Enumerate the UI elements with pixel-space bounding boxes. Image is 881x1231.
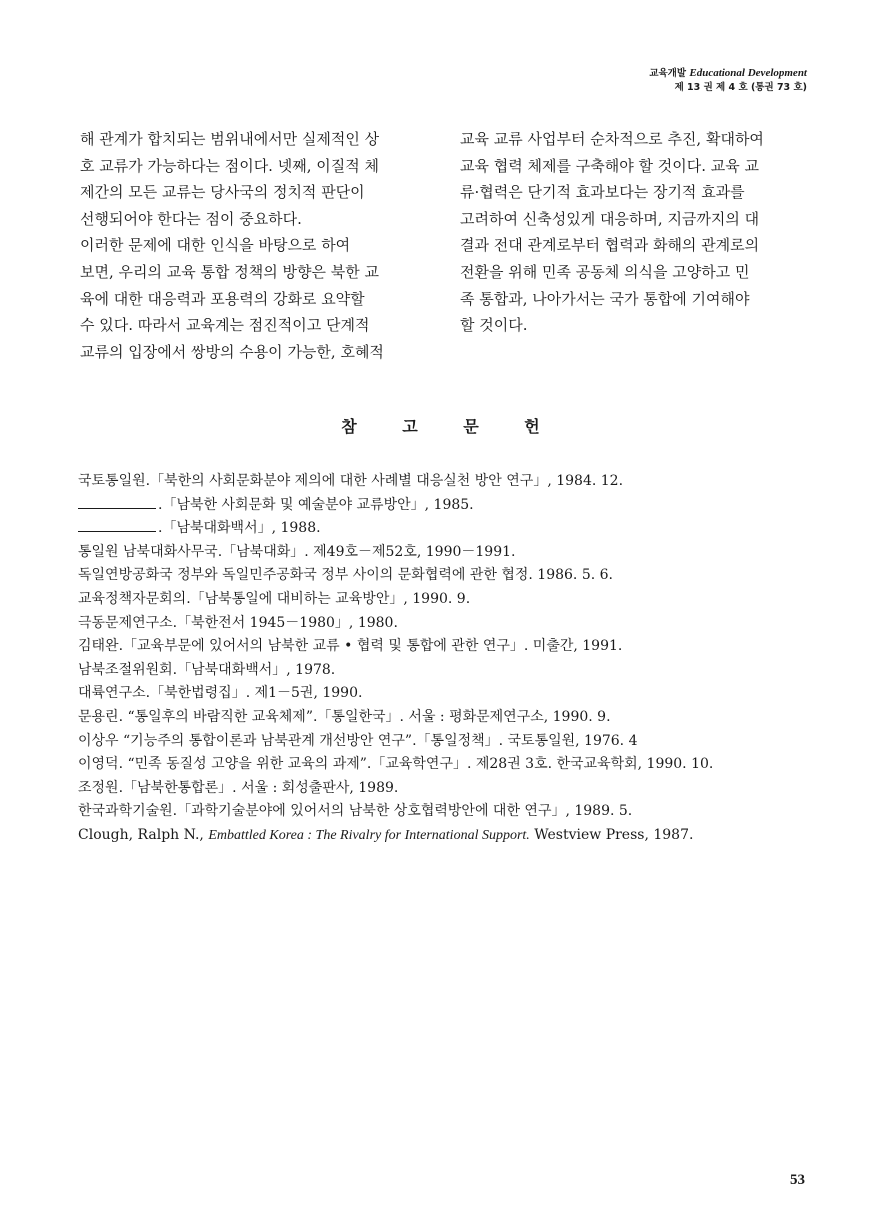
reference-text: 국토통일원.「북한의 사회문화분야 제의에 대한 사례별 대응실천 방안 연구」, 1984. 12. [78,473,624,489]
reference-text: 이상우 “기능주의 통합이론과 남북관계 개선방안 연구”.「통일정책」. 국토통일원, 1976. 4 [78,732,638,749]
journal-title-english: Educational Development [689,67,807,79]
body-line: 보면, 우리의 교육 통합 정책의 방향은 북한 교 [80,262,379,281]
reference-item [78,612,818,636]
running-header [649,66,807,95]
body-line: 교육 협력 체제를 구축해야 할 것이다. 교육 교 [460,156,759,175]
right-column [460,126,805,339]
page-number: 53 [790,1172,805,1188]
body-line: 교류의 입장에서 쌍방의 수용이 가능한, 호혜적 [80,342,384,361]
left-column [80,126,425,365]
reference-item [78,541,818,565]
reference-item-english [78,824,818,848]
journal-title [649,66,807,81]
reference-item [78,494,818,518]
reference-item [78,564,818,588]
reference-item [78,753,818,777]
reference-publisher: Westview Press, 1987. [529,826,694,843]
reference-book-title: Embattled Korea : The Rivalry for International Support. [208,827,530,843]
body-line: 전환을 위해 민족 공동체 의식을 고양하고 민 [460,262,750,281]
ditto-rule [78,498,156,509]
reference-item [78,706,818,730]
ditto-rule [78,521,156,532]
reference-text: 대륙연구소.「북한법령집」. 제1－5권, 1990. [78,685,363,702]
body-line: 이러한 문제에 대한 인식을 바탕으로 하여 [80,236,351,255]
reference-item [78,470,818,494]
reference-item [78,682,818,706]
reference-text: 김태완.「교육부문에 있어서의 남북한 교류 • 협력 및 통합에 관한 연구」. 미출간, 1991. [78,638,623,655]
body-line: 결과 전대 관계로부터 협력과 화해의 관계로의 [460,236,760,255]
reference-text: 남북조절위원회.「남북대화백서」, 1978. [78,661,336,678]
body-line: 수 있다. 따라서 교육계는 점진적이고 단계적 [80,316,370,335]
reference-item [78,800,818,824]
reference-item [78,635,818,659]
reference-text: 문용린. “통일후의 바람직한 교육체제”.「통일한국」. 서울 : 평화문제연구소, 1990. 9. [78,708,611,725]
reference-item [78,659,818,683]
reference-list [78,470,818,848]
reference-text: .「남북대화백서」, 1988. [158,520,321,537]
body-line: 교육 교류 사업부터 순차적으로 추진, 확대하여 [460,130,764,148]
body-line: 해 관계가 합치되는 범위내에서만 실제적인 상 [80,130,380,148]
reference-text: .「남북한 사회문화 및 예술분야 교류방안」, 1985. [158,496,474,513]
body-line: 고려하여 신축성있게 대응하며, 지금까지의 대 [460,209,760,228]
reference-text: 이영덕. “민족 동질성 고양을 위한 교육의 과제”.「교육학연구」. 제28권 3호. 한국교육학회, 1990. 10. [78,756,714,773]
reference-author: Clough, Ralph N., [78,826,209,843]
journal-title-korean: 교육개발 [649,68,687,79]
body-line: 할 것이다. [460,316,528,335]
reference-text: 통일원 남북대화사무국.「남북대화」. 제49호－제52호, 1990－1991. [78,543,516,560]
body-line: 류·협력은 단기적 효과보다는 장기적 효과를 [460,183,745,202]
reference-text: 교육정책자문회의.「남북통일에 대비하는 교육방안」, 1990. 9. [78,590,471,607]
body-line: 족 통합과, 나아가서는 국가 통합에 기여해야 [460,289,750,308]
reference-item [78,730,818,754]
reference-item [78,517,818,541]
reference-text: 조정원.「남북한통합론」. 서울 : 회성출판사, 1989. [78,779,399,796]
references-heading: 참 고 문 헌 [341,417,560,436]
reference-item [78,777,818,801]
reference-item [78,588,818,612]
issue-info: 제 13 권 제 4 호 (통권 73 호) [674,82,807,93]
reference-text: 독일연방공화국 정부와 독일민주공화국 정부 사이의 문화협력에 관한 협정. 1986. 5. 6. [78,567,613,584]
reference-text: 극동문제연구소.「북한전서 1945－1980」, 1980. [78,614,398,631]
body-line: 육에 대한 대응력과 포용력의 강화로 요약할 [80,289,365,308]
body-line: 제간의 모든 교류는 당사국의 정치적 판단이 [80,183,365,202]
body-line: 호 교류가 가능하다는 점이다. 넷째, 이질적 체 [80,156,379,175]
body-line: 선행되어야 한다는 점이 중요하다. [80,209,302,228]
reference-text: 한국과학기술원.「과학기술분야에 있어서의 남북한 상호협력방안에 대한 연구」, 1989. 5. [78,803,633,820]
